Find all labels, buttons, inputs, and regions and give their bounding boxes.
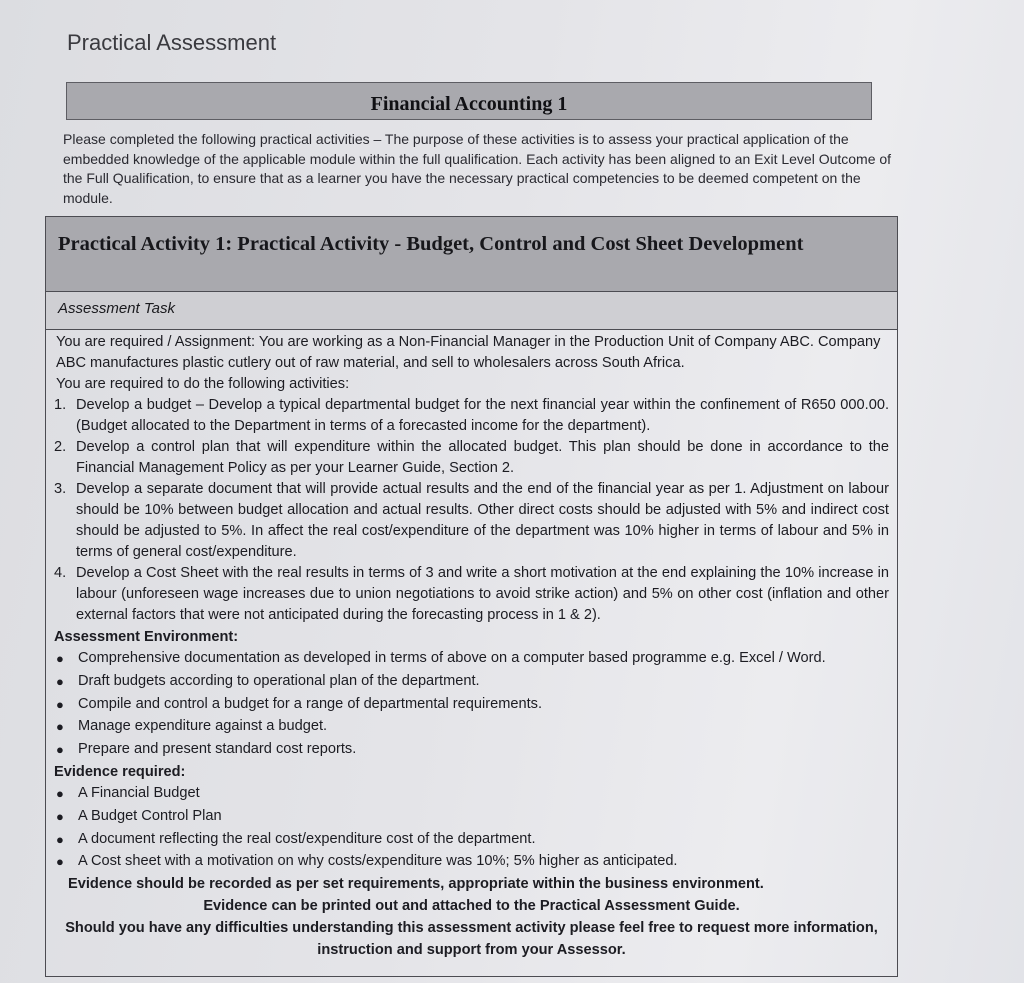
evidence-item-text: A Cost sheet with a motivation on why costs/expenditure was 10%; 5% higher as anticipated. xyxy=(78,853,678,870)
activity-item-number: 1. xyxy=(54,397,67,413)
activity-item-text: Develop a budget – Develop a typical departmental budget for the next financial year within the confinement of R650 000.00. (Budget allocated to the Department in terms of a forecasted income for the department). xyxy=(76,397,889,434)
list-item xyxy=(54,648,889,669)
list-item xyxy=(54,851,889,872)
environment-item-text: Manage expenditure against a budget. xyxy=(78,718,328,735)
list-item xyxy=(54,783,889,804)
bullet-icon: ● xyxy=(56,742,64,758)
activity-item xyxy=(54,563,889,626)
activity-item-number: 2. xyxy=(54,439,67,455)
environment-item-text: Prepare and present standard cost reports. xyxy=(78,741,357,758)
evidence-list xyxy=(54,783,889,872)
bullet-icon: ● xyxy=(56,854,64,870)
activity-item xyxy=(54,395,889,437)
list-item xyxy=(54,829,889,850)
closing-note-recording: Evidence should be recorded as per set requirements, appropriate within the business environment. xyxy=(68,876,764,893)
bullet-icon: ● xyxy=(56,696,64,712)
activity-table xyxy=(45,216,898,977)
activity-title: Practical Activity 1: Practical Activity - Budget, Control and Cost Sheet Development xyxy=(58,233,804,255)
bullet-icon: ● xyxy=(56,808,64,824)
intro-paragraph: Please completed the following practical activities – The purpose of these activities is to assess your practical application of the embedded knowledge of the applicable module within the full qualification. Each activity has been aligned to an Exit Level Outcome of the Full Qualification, to ensure that as a learner you have the necessary practical competencies to be deemed competent on the module. xyxy=(63,131,892,206)
activity-item-text: Develop a control plan that will expenditure within the allocated budget. This plan should be done in accordance to the Financial Management Policy as per your Learner Guide, Section 2. xyxy=(76,439,889,476)
activity-content xyxy=(46,330,897,961)
bullet-icon: ● xyxy=(56,651,64,666)
evidence-item-text: A document reflecting the real cost/expenditure cost of the department. xyxy=(78,830,536,847)
evidence-heading: Evidence required: xyxy=(54,763,186,780)
activity-item-number: 4. xyxy=(54,565,67,581)
closing-note-printing: Evidence can be printed out and attached to the Practical Assessment Guide. xyxy=(203,898,740,915)
bullet-icon: ● xyxy=(56,673,64,689)
required-intro: You are required to do the following activities: xyxy=(56,376,350,392)
activity-item xyxy=(54,479,889,563)
activity-item-text: Develop a separate document that will provide actual results and the end of the financial year as per 1. Adjustment on labour should be 10% between budget allocation and actual results. Other direct costs should be adjusted with 5% and indirect cost should be adjusted to 5%. In affect the real cost/expenditure of the department was 10% higher in terms of labour and 5% in terms of general cost/expenditure. xyxy=(76,481,889,560)
list-item xyxy=(54,671,889,692)
closing-note-support: Should you have any difficulties understanding this assessment activity please feel free to request more information, instruction and support from your Assessor. xyxy=(65,920,878,959)
assessment-task-label: Assessment Task xyxy=(46,292,897,330)
environment-item-text: Comprehensive documentation as developed in terms of above on a computer based programme e.g. Excel / Word. xyxy=(78,650,826,666)
module-title-box xyxy=(66,82,872,120)
bullet-icon: ● xyxy=(56,831,64,847)
list-item xyxy=(54,739,889,760)
bullet-icon: ● xyxy=(56,719,64,735)
evidence-item-text: A Budget Control Plan xyxy=(78,807,222,824)
activity-item-number: 3. xyxy=(54,481,67,497)
list-item xyxy=(54,694,889,715)
environment-item-text: Compile and control a budget for a range of departmental requirements. xyxy=(78,695,543,712)
bullet-icon: ● xyxy=(56,785,64,801)
page-header: Practical Assessment xyxy=(67,30,277,55)
activity-item-text: Develop a Cost Sheet with the real results in terms of 3 and write a short motivation at the end explaining the 10% increase in labour (unforeseen wage increases due to union negotiations to avoid strike action) and 5% on other cost (inflation and other external factors that were not anticipated during the forecasting process in 1 & 2). xyxy=(76,565,889,623)
assignment-text: You are required / Assignment: You are working as a Non-Financial Manager in the Production Unit of Company ABC. Company ABC manufactures plastic cutlery out of raw material, and sell to wholesalers across South Africa. xyxy=(56,334,881,371)
list-item xyxy=(54,716,889,737)
environment-list xyxy=(54,648,889,760)
activity-header xyxy=(46,217,897,292)
module-title: Financial Accounting 1 xyxy=(370,92,568,115)
evidence-item-text: A Financial Budget xyxy=(78,784,200,801)
environment-item-text: Draft budgets according to operational plan of the department. xyxy=(78,672,480,689)
activity-item xyxy=(54,437,889,479)
environment-heading: Assessment Environment: xyxy=(54,629,239,645)
list-item xyxy=(54,806,889,827)
